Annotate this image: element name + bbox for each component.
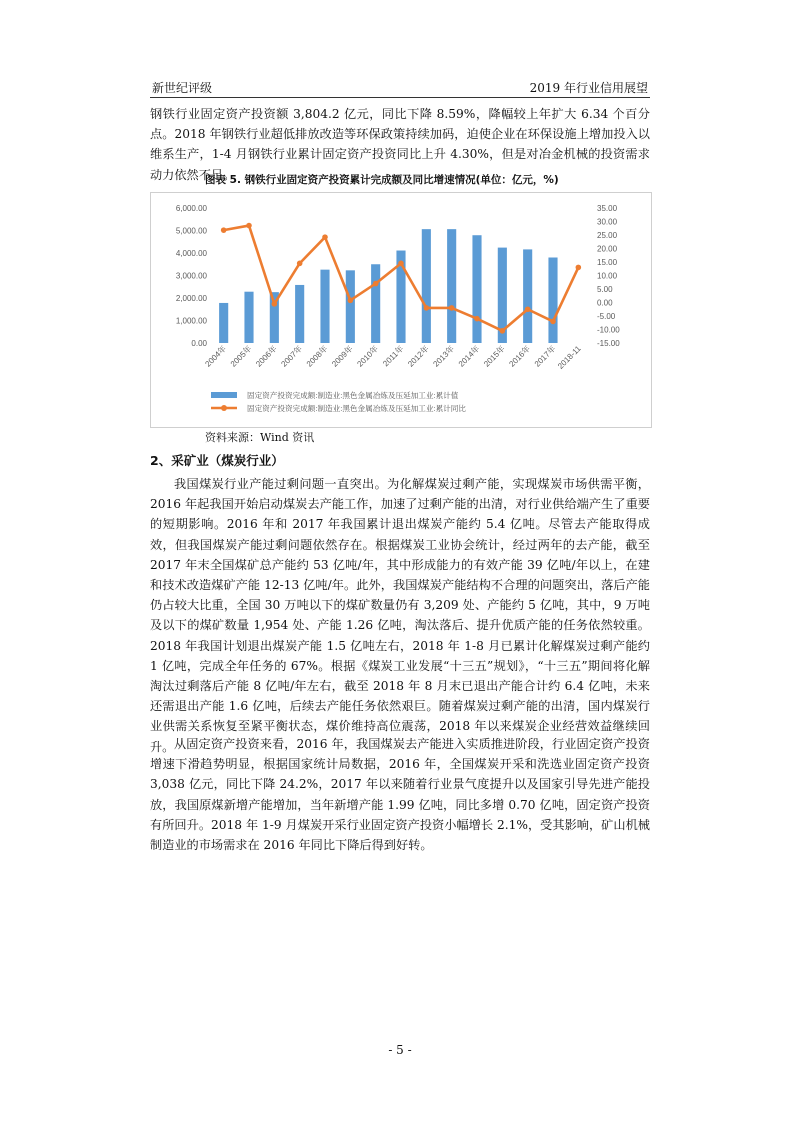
left-axis-tick-label: 3,000.00	[175, 271, 207, 281]
right-axis-tick-label: 20.00	[597, 244, 618, 254]
x-axis-tick-label: 2016年	[507, 344, 533, 369]
right-axis-tick-label: 10.00	[597, 271, 618, 281]
x-axis-tick-label: 2007年	[279, 344, 305, 369]
x-axis-tick-label: 2009年	[330, 344, 355, 369]
growth-point	[398, 261, 404, 267]
x-axis-tick-label: 2012年	[406, 344, 431, 369]
bar	[422, 229, 431, 343]
growth-point	[322, 234, 328, 240]
right-axis-tick-label: 35.00	[597, 204, 618, 213]
legend-label-bar: 固定资产投资完成额:制造业:黑色金属冶炼及压延加工业:累计值	[247, 391, 459, 400]
chart-frame	[150, 192, 652, 428]
figure-source: 资料来源：Wind 资讯	[205, 431, 315, 444]
growth-point	[576, 265, 582, 271]
left-axis-tick-label: 1,000.00	[175, 316, 207, 326]
bar	[244, 292, 253, 343]
left-axis-tick-label: 2,000.00	[175, 294, 207, 303]
growth-point	[449, 305, 455, 311]
x-axis-tick-label: 2017年	[532, 344, 558, 369]
growth-point	[474, 316, 480, 322]
bar	[548, 258, 557, 344]
growth-point	[550, 319, 556, 325]
right-axis-tick-label: 5.00	[597, 285, 613, 294]
bar	[472, 235, 481, 343]
right-axis-tick-label: 15.00	[597, 258, 618, 267]
left-axis-tick-label: 4,000.00	[175, 249, 207, 258]
growth-point	[246, 223, 252, 229]
right-axis-tick-label: -10.00	[597, 325, 620, 335]
growth-point	[373, 281, 379, 287]
right-axis-tick-label: -5.00	[597, 312, 616, 321]
header-report-title: 2019 年行业信用展望	[529, 81, 648, 95]
header-divider	[150, 97, 650, 98]
legend-label-line: 固定资产投资完成额:制造业:黑色金属冶炼及压延加工业:累计同比	[247, 404, 466, 413]
x-axis-tick-label: 2010年	[355, 344, 381, 369]
header-org: 新世纪评级	[152, 81, 213, 95]
left-axis-tick-label: 0.00	[191, 339, 207, 348]
x-axis-tick-label: 2006年	[254, 344, 279, 369]
right-axis-tick-label: 25.00	[597, 231, 618, 240]
x-axis-tick-label: 2005年	[228, 344, 254, 369]
x-axis-tick-label: 2018-11	[556, 344, 583, 371]
x-axis-tick-label: 2015年	[482, 344, 507, 369]
x-axis-tick-label: 2011年	[381, 344, 406, 369]
right-axis-tick-label: -15.00	[597, 339, 620, 348]
intro-paragraph: 钢铁行业固定资产投资额 3,804.2 亿元，同比下降 8.59%，降幅较上年扩大 6.34 个百分点。2018 年钢铁行业超低排放改造等环保政策持续加码，迫使企业在环保设施上增加投入以维系生产，1-4 月钢铁行业累计固定资产投资同比上升 4.30%，但是对冶金机械的投资需求动力依然不足。	[150, 107, 650, 182]
growth-point	[221, 227, 227, 233]
coal-paragraph-2: 从固定资产投资来看，2016 年，我国煤炭去产能进入实质推进阶段，行业固定资产投资增速下滑趋势明显，根据国家统计局数据，2016 年，全国煤炭开采和洗选业固定资产投资 3,038 亿元，同比下降 24.2%，2017 年以来随着行业景气度提升以及国家引导先进产能投放，我国原煤新增产能增加，当年新增产能 1.99 亿吨，同比多增 0.70 亿吨，固定资产投资有所回升。2018 年 1-9 月煤炭开采行业固定资产投资小幅增长 2.1%，受其影响，矿山机械制造业的市场需求在 2016 年同比下降后得到好转。	[150, 737, 650, 853]
x-axis-tick-label: 2013年	[431, 344, 457, 369]
legend-swatch-marker	[221, 405, 227, 411]
section-title: 2、采矿业（煤炭行业）	[150, 453, 284, 468]
bar	[346, 270, 355, 343]
x-axis-tick-label: 2014年	[456, 344, 482, 369]
bar	[371, 264, 380, 343]
right-axis-tick-label: 0.00	[597, 298, 613, 308]
growth-point	[272, 301, 278, 307]
figure-caption: 图表 5. 钢铁行业固定资产投资累计完成额及同比增速情况(单位：亿元，%)	[205, 174, 559, 186]
bar	[295, 285, 304, 343]
growth-point	[500, 328, 506, 334]
bar	[320, 270, 329, 343]
growth-point	[525, 306, 531, 312]
investment-chart	[151, 193, 651, 427]
growth-point	[297, 261, 303, 267]
growth-point	[424, 305, 430, 311]
legend-swatch-bar	[211, 392, 237, 398]
page-number: - 5 -	[388, 1043, 412, 1057]
left-axis-tick-label: 5,000.00	[175, 226, 207, 236]
bar	[447, 229, 456, 343]
left-axis-tick-label: 6,000.00	[175, 204, 207, 213]
bar	[219, 303, 228, 343]
growth-point	[348, 298, 354, 304]
bar	[523, 249, 532, 343]
x-axis-tick-label: 2008年	[304, 344, 330, 369]
right-axis-tick-label: 30.00	[597, 217, 618, 227]
x-axis-tick-label: 2004年	[203, 344, 229, 369]
coal-paragraph-1: 我国煤炭行业产能过剩问题一直突出。为化解煤炭过剩产能，实现煤炭市场供需平衡，2016 年起我国开始启动煤炭去产能工作，加速了过剩产能的出清，对行业供给端产生了重要的短期影响。2016 年和 2017 年我国累计退出煤炭产能约 5.4 亿吨。尽管去产能取得成效，但我国煤炭产能过剩问题依然存在。根据煤炭工业协会统计，经过两年的去产能，截至 2017 年末全国煤矿总产能约 53 亿吨/年，其中形成能力的有效产能 39 亿吨/年以上，在建和技术改造煤矿产能 12-13 亿吨/年。此外，我国煤炭产能结构不合理的问题突出，落后产能仍占较大比重，全国 30 万吨以下的煤矿数量仍有 3,209 处、产能约 5 亿吨，其中，9 万吨及以下的煤矿数量 1,954 处、产能 1.26 亿吨，淘汰落后、提升优质产能的任务依然较重。2018 年我国计划退出煤炭产能 1.5 亿吨左右，2018 年 1-8 月已累计化解煤炭过剩产能约 1 亿吨，完成全年任务的 67%。根据《煤炭工业发展“十三五”规划》，“十三五”期间将化解淘汰过剩落后产能 8 亿吨/年左右，截至 2018 年 8 月末已退出产能合计约 6.4 亿吨，未来还需退出产能 1.6 亿吨，后续去产能任务依然艰巨。随着煤炭过剩产能的出清，国内煤炭行业供需关系恢复至紧平衡状态，煤价维持高位震荡，2018 年以来煤炭企业经营效益继续回升。	[150, 477, 650, 754]
